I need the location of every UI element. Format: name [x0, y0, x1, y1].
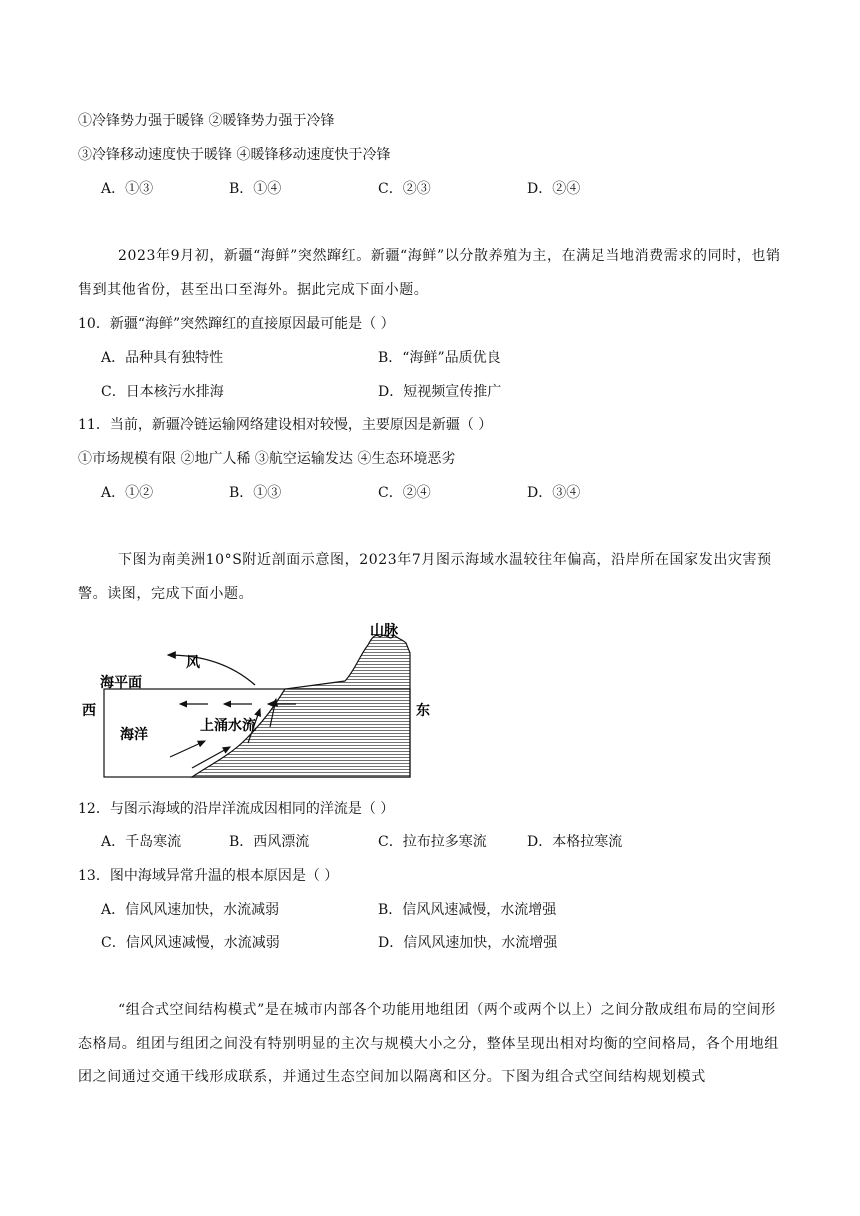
q9-choice-d: D．②④ — [527, 181, 581, 197]
q11-choice-a: A．①② — [101, 485, 154, 501]
label-west: 西 — [82, 703, 96, 719]
q11-sub-options: ①市场规模有限 ②地广人稀 ③航空运输发达 ④生态环境恶劣 — [78, 451, 456, 467]
q12-choice-a: A．千岛寒流 — [101, 834, 182, 850]
passage-xinjiang-seafood: 2023年9月初，新疆“海鲜”突然蹿红。新疆“海鲜”以分散养殖为主，在满足当地消费需求的同时，也销售到其他省份，甚至出口至海外。据此完成下面小题。 — [78, 248, 781, 298]
q13-choice-c: C．信风风速减慢，水流减弱 — [101, 935, 280, 951]
passage-urban-structure: “组合式空间结构模式”是在城市内部各个功能用地组团（两个或两个以上）之间分散成组布局的空间形态格局。组团与组团之间没有特别明显的主次与规模大小之分，整体呈现出相对均衡的空间格局，各个用地组团之间通过交通干线形成联系，并通过生态空间加以隔离和区分。下图为组合式空间结构规划模式 — [78, 1002, 779, 1085]
q9-option-line-2: ③冷锋移动速度快于暖锋 ④暖锋移动速度快于冷锋 — [78, 147, 391, 163]
q9-option-line-1: ①冷锋势力强于暖锋 ②暖锋势力强于冷锋 — [78, 113, 335, 129]
q9-choice-a: A．①③ — [101, 181, 154, 197]
q12-choice-c: C．拉布拉多寒流 — [378, 834, 487, 850]
label-upwelling: 上涌水流 — [200, 718, 256, 734]
q13-stem: 13．图中海域异常升温的根本原因是（ ） — [78, 868, 339, 884]
label-mountain: 山脉 — [370, 623, 398, 639]
q9-choice-c: C．②③ — [378, 181, 431, 197]
wind-arrow — [168, 655, 255, 685]
q11-choice-b: B．①③ — [229, 485, 282, 501]
q10-stem: 10．新疆“海鲜”突然蹿红的直接原因最可能是（ ） — [78, 316, 395, 332]
q11-choice-c: C．②④ — [378, 485, 431, 501]
q10-choice-b: B．“海鲜”品质优良 — [378, 350, 501, 366]
land-profile — [192, 635, 410, 777]
q13-choice-a: A．信风风速加快，水流减弱 — [101, 902, 280, 918]
upwelling-arrow — [170, 741, 205, 757]
q10-choice-c: C．日本核污水排海 — [101, 384, 224, 400]
q12-choice-d: D．本格拉寒流 — [527, 834, 623, 850]
q9-choice-b: B．①④ — [229, 181, 282, 197]
q10-choice-d: D．短视频宣传推广 — [378, 384, 502, 400]
q11-stem: 11．当前，新疆冷链运输网络建设相对较慢，主要原因是新疆（ ） — [78, 417, 493, 433]
label-sea-level: 海平面 — [100, 675, 142, 691]
q10-choice-a: A．品种具有独特性 — [101, 350, 224, 366]
label-ocean: 海洋 — [120, 727, 148, 743]
passage-south-america: 下图为南美洲10°S附近剖面示意图，2023年7月图示海域水温较往年偏高，沿岸所在国家发出灾害预警。读图，完成下面小题。 — [78, 552, 772, 602]
q13-choice-d: D．信风风速加快，水流增强 — [378, 935, 558, 951]
q11-choice-d: D．③④ — [527, 485, 581, 501]
q12-choice-b: B．西风漂流 — [229, 834, 310, 850]
label-east: 东 — [416, 703, 430, 719]
q13-choice-b: B．信风风速减慢，水流增强 — [378, 902, 557, 918]
cross-section-figure — [80, 615, 430, 785]
label-wind: 风 — [186, 655, 200, 671]
q12-stem: 12．与图示海域的沿岸洋流成因相同的洋流是（ ） — [78, 801, 395, 817]
